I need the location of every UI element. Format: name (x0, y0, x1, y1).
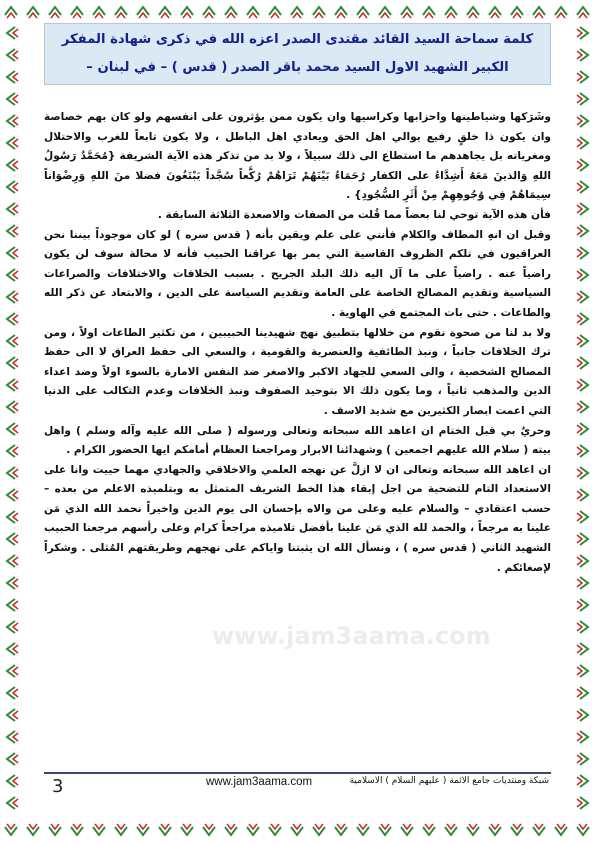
border-motif (269, 7, 281, 18)
border-motif (577, 489, 588, 501)
border-motif (225, 824, 237, 835)
border-motif (577, 203, 588, 215)
border-motif (7, 533, 18, 545)
border-motif (577, 599, 588, 611)
border-motif (27, 7, 39, 18)
border-motif (555, 824, 567, 835)
border-motif (577, 71, 588, 83)
border-motif (577, 49, 588, 61)
page-footer (44, 766, 551, 796)
border-motif (7, 599, 18, 611)
border-motif (577, 181, 588, 193)
border-motif (7, 489, 18, 501)
border-motif (577, 93, 588, 105)
border-motif (577, 247, 588, 259)
border-motif (577, 775, 588, 787)
footer-site-name: شبكة ومنتديات جامع الائمة ( عليهم السلام ) الاسلامية (349, 776, 549, 786)
title-line-1: كلمة سماحة السيد القائد مقتدى الصدر اعزه الله في ذكرى شهادة المفكر (61, 32, 534, 47)
paragraph: ولا بد لنا من صحوة نقوم من خلالها بتطبيق نهج شهيدينا الحبيبين ، من تكثير الطاعات اولاً ، ومن ترك الخلافات جانباً ، ونبذ الطائفية والعنصرية والقومية ، والسعي الى حفظ العراق لا الى حفظ المصالح الشخصية ، والى السعي للجهاد الاكبر والاصغر ضد النفس الامارة بالسوء اولاً وضد اعداء الدين والمذهب ثانياً ، وما يكون ذلك الا بتوحيد الصفوف ونبذ الخلافات وعدم التكالب على الدنيا التي اعمت ابصار الكثيرين مع شديد الاسف . (44, 326, 551, 417)
border-motif (577, 577, 588, 589)
border-motif (577, 445, 588, 457)
border-motif (7, 467, 18, 479)
border-motif (577, 313, 588, 325)
border-motif (7, 247, 18, 259)
title-banner (44, 23, 551, 85)
border-motif (511, 824, 523, 835)
border-motif (7, 511, 18, 523)
border-motif (7, 775, 18, 787)
border-motif (577, 423, 588, 435)
border-motif (159, 824, 171, 835)
border-motif (445, 7, 457, 18)
border-motif (49, 824, 61, 835)
border-motif (335, 824, 347, 835)
border-motif (7, 753, 18, 765)
border-motif (7, 709, 18, 721)
border-motif (577, 137, 588, 149)
border-motif (379, 824, 391, 835)
border-motif (445, 824, 457, 835)
border-motif (7, 665, 18, 677)
border-motif (577, 665, 588, 677)
border-motif (7, 115, 18, 127)
border-motif (225, 7, 237, 18)
border-motif (181, 7, 193, 18)
border-motif (93, 7, 105, 18)
border-motif (401, 824, 413, 835)
border-motif (577, 753, 588, 765)
border-motif (137, 824, 149, 835)
border-motif (7, 401, 18, 413)
border-motif (7, 291, 18, 303)
border-motif (335, 7, 347, 18)
border-motif (7, 137, 18, 149)
border-motif (577, 533, 588, 545)
page-number: 3 (52, 776, 64, 797)
border-motif (489, 7, 501, 18)
border-motif (7, 49, 18, 61)
border-motif (489, 824, 501, 835)
paragraph: ان اعاهد الله سبحانه وتعالى ان لا ازلَّ عن نهجه العلمي والاخلاقي والجهادي مهما حييت وانا على الاستعداد التام للتضحية من اجل إبقاء هذا الخط الشريف المتمثل به وبتلميذه الاعلم من بعده – حسب اعتقادي – والسلام عليه وعلى من والاه بإحسان الى يوم الدين واخيراً نحمد الله الذي مَن علينا به مرجعاً ، والحمد لله الذي مَن علينا بأفضل تلاميذه مراجعاً كرام وعلى رأسهم مرجعنا الحبيب الشهيد الثاني ( قدس سره ) ، ونسأل الله ان يثبتنا واياكم على نهجهم وطريقتهم المُثلى . وشكراً لإصغائكم . (44, 463, 551, 574)
border-motif (291, 7, 303, 18)
border-motif (577, 731, 588, 743)
border-motif (577, 335, 588, 347)
border-motif (7, 71, 18, 83)
border-motif (533, 7, 545, 18)
border-motif (577, 291, 588, 303)
border-motif (7, 93, 18, 105)
border-motif (7, 203, 18, 215)
border-motif (291, 824, 303, 835)
border-motif (577, 621, 588, 633)
border-motif (577, 379, 588, 391)
left-border-ornament (0, 0, 22, 842)
border-motif (115, 7, 127, 18)
right-border-ornament (573, 0, 595, 842)
border-motif (7, 621, 18, 633)
border-motif (577, 511, 588, 523)
border-motif (7, 577, 18, 589)
paragraph: وقبل ان انهِ المطاف والكلام فأنني على علم ويقين بأنه ( قدس سره ) لو كان موجوداً بيننا نحن العراقيون في تلكم الظروف القاسية التي يمر بها عراقنا الحبيب فأنه لا محالة سوف لن يكون راضياً عنه . راضياً على ما آل اليه ذلك البلد الجريح . بسبب الخلافات والاختلافات والصراعات السياسية وتقديم المصالح الخاصة على العامة وتقديم السياسة على الدين ، والابتعاد عن ذكر الله والطاعات . حتى بات المجتمع في الهاوية . (44, 228, 551, 319)
border-motif (577, 643, 588, 655)
border-motif (577, 709, 588, 721)
border-motif (533, 824, 545, 835)
border-motif (401, 7, 413, 18)
border-motif (467, 824, 479, 835)
border-motif (159, 7, 171, 18)
border-motif (7, 225, 18, 237)
paragraph: وحريٌ بي قبل الختام ان اعاهد الله سبحانه وتعالى ورسوله ( صلى الله عليه وآله وسلم ) واهل بيته ( سلام الله عليهم اجمعين ) وشهدائنا الابرار ومراجعنا العظام أمامكم ايها الحضور الكرام . (44, 424, 551, 457)
border-motif (137, 7, 149, 18)
border-motif (357, 7, 369, 18)
border-motif (247, 7, 259, 18)
border-motif (71, 824, 83, 835)
border-motif (269, 824, 281, 835)
bottom-border-ornament (0, 820, 595, 842)
border-motif (7, 797, 18, 809)
watermark: www.jam3aama.com (212, 622, 491, 650)
border-motif (27, 824, 39, 835)
border-motif (7, 423, 18, 435)
border-motif (577, 225, 588, 237)
top-border-ornament (0, 0, 595, 22)
border-motif (423, 824, 435, 835)
border-motif (7, 555, 18, 567)
border-motif (577, 357, 588, 369)
border-motif (7, 181, 18, 193)
border-motif (71, 7, 83, 18)
border-motif (181, 824, 193, 835)
border-motif (7, 687, 18, 699)
border-motif (577, 159, 588, 171)
border-motif (467, 7, 479, 18)
article-body (44, 108, 551, 578)
border-motif (49, 7, 61, 18)
border-motif (357, 824, 369, 835)
border-motif (423, 7, 435, 18)
border-motif (247, 824, 259, 835)
border-motif (7, 269, 18, 281)
border-motif (577, 401, 588, 413)
footer-url[interactable]: www.jam3aama.com (206, 776, 313, 788)
border-motif (379, 7, 391, 18)
paragraph: وشَرَكها وشياطينها واحزابها وكراسيها وان يكون ممن يؤثرون على انفسهم ولو كان بهم خصاصة وان يكون ذا خلقٍ رفيع يوالي اهل الحق ويعادي اهل الباطل ، ولا يكون تابعاً للغرب والاحتلال ومغرياته بل يجاهدهم ما استطاع الى ذلك سبيلاً ، ولا بد من تذكر هذه الآية الشريفة {مُحَمَّدٌ رَسُولُ اللهِ وَالذينَ مَعَهُ أَشِدَّاءُ على الكفار رُحَمَاءُ بَيْنَهُمْ تَرَاهُمْ رُكَّعاً سُجَّداً يَبْتَغُونَ فضلا منَ اللهِ وَرِضْوَاناً سِيمَاهُمْ فِي وُجُوهِهِمْ مِنْ أَثَرِ السُّجُودِ} . (44, 111, 551, 202)
border-motif (511, 7, 523, 18)
border-motif (313, 824, 325, 835)
border-motif (577, 27, 588, 39)
border-motif (577, 115, 588, 127)
border-motif (7, 643, 18, 655)
border-motif (203, 824, 215, 835)
border-motif (7, 357, 18, 369)
border-motif (93, 824, 105, 835)
border-motif (7, 335, 18, 347)
border-motif (577, 555, 588, 567)
border-motif (577, 269, 588, 281)
border-motif (577, 687, 588, 699)
border-motif (7, 379, 18, 391)
border-motif (7, 731, 18, 743)
border-motif (577, 467, 588, 479)
border-motif (7, 159, 18, 171)
border-motif (313, 7, 325, 18)
border-motif (555, 7, 567, 18)
border-motif (577, 797, 588, 809)
footer-divider (44, 772, 551, 774)
border-motif (7, 445, 18, 457)
border-motif (7, 27, 18, 39)
border-motif (203, 7, 215, 18)
border-motif (7, 313, 18, 325)
title-line-2: الكبير الشهيد الاول السيد محمد باقر الصدر ( قدس ) – في لبنان – (86, 60, 509, 75)
paragraph: فأن هذه الآية توحي لنا بعضاً مما قُلت من الصفات والاصعدة الثلاثة السابقة . (157, 208, 551, 221)
border-motif (115, 824, 127, 835)
